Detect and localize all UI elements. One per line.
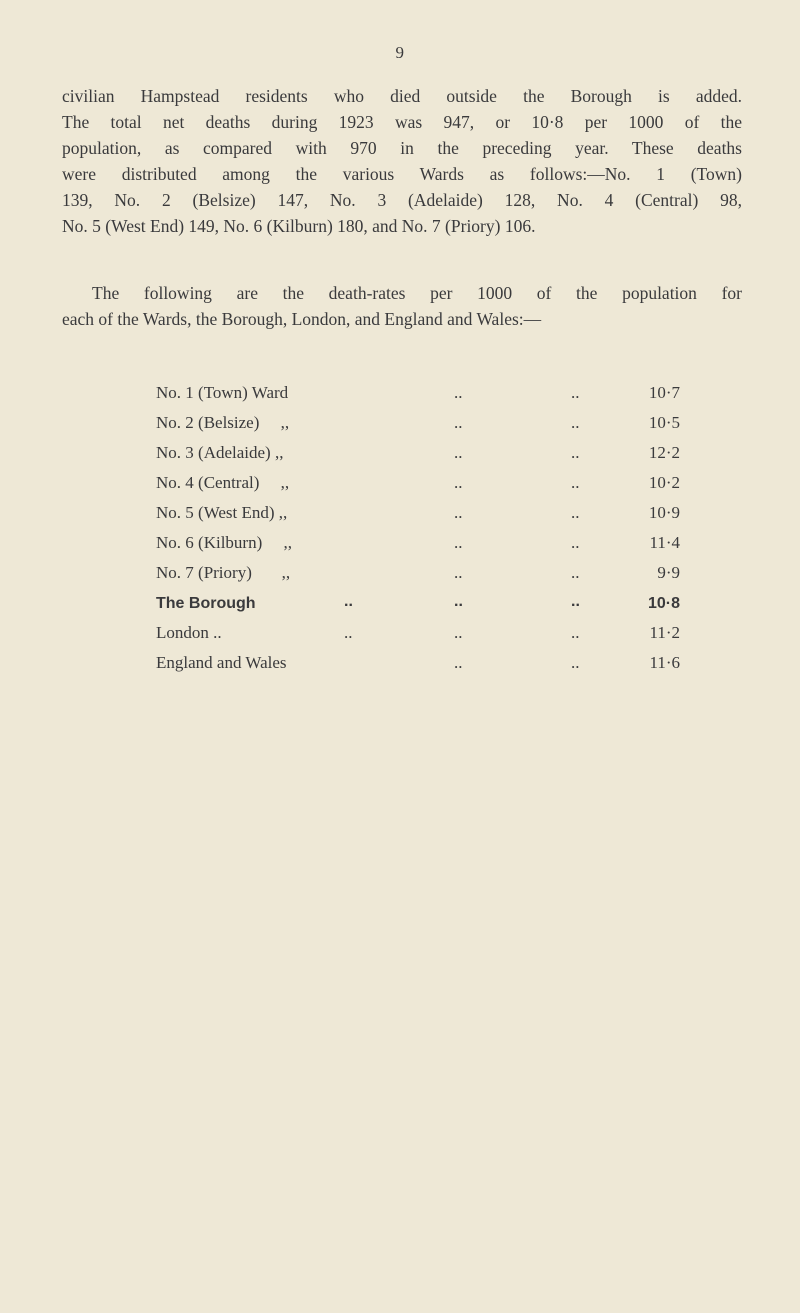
rate-label: No. 3 (Adelaide) ,, [156, 443, 284, 462]
dot-leader: .. [571, 623, 580, 642]
rate-value: 11·2 [649, 623, 680, 642]
rate-value: 10·7 [648, 383, 680, 402]
rate-value: 11·6 [649, 653, 680, 672]
dot-leader: .. [344, 593, 353, 610]
rate-value: 11·4 [649, 533, 680, 552]
paragraph-line: were distributed among the various Wards as follows:—No. 1 (Town) [62, 164, 742, 184]
rate-value: 10·8 [647, 595, 680, 612]
dot-leader: .. [454, 623, 463, 642]
paragraph-line: population, as compared with 970 in the preceding year. These deaths [62, 138, 742, 158]
paragraph-death-rates-intro [62, 280, 742, 332]
paragraph-line: The following are the death-rates per 1000 of the population for [92, 283, 742, 303]
dot-leader: .. [571, 503, 580, 522]
rate-row-borough [156, 593, 686, 623]
dot-leader: .. [454, 563, 463, 582]
rate-row-ward-2 [156, 413, 686, 443]
rate-value: 10·2 [648, 473, 680, 492]
dot-leader: .. [454, 653, 463, 672]
rate-row-ward-7 [156, 563, 686, 593]
rate-label: No. 4 (Central) ,, [156, 473, 290, 492]
death-rates-table [156, 383, 686, 683]
rate-value: 10·5 [648, 413, 680, 432]
paragraph-line: each of the Wards, the Borough, London, and England and Wales:— [62, 309, 542, 329]
rate-row-ward-5 [156, 503, 686, 533]
rate-label: London .. [156, 623, 222, 642]
rate-row-ward-1 [156, 383, 686, 413]
dot-leader: .. [571, 593, 580, 610]
dot-leader: .. [571, 443, 580, 462]
rate-label: No. 6 (Kilburn) ,, [156, 533, 292, 552]
dot-leader: .. [571, 653, 580, 672]
dot-leader: .. [454, 593, 463, 610]
dot-leader: .. [454, 383, 463, 402]
rate-label: England and Wales [156, 653, 287, 672]
dot-leader: .. [454, 473, 463, 492]
dot-leader: .. [344, 623, 353, 642]
rate-row-ward-6 [156, 533, 686, 563]
rate-label: No. 7 (Priory) ,, [156, 563, 291, 582]
paragraph-line: No. 5 (West End) 149, No. 6 (Kilburn) 180, and No. 7 (Priory) 106. [62, 216, 536, 236]
dot-leader: .. [454, 503, 463, 522]
rate-row-england-wales [156, 653, 686, 683]
paragraph-deaths-summary [62, 83, 742, 239]
rate-value: 10·9 [648, 503, 680, 522]
dot-leader: .. [454, 443, 463, 462]
rate-row-ward-3 [156, 443, 686, 473]
dot-leader: .. [571, 533, 580, 552]
page-number: 9 [395, 43, 405, 62]
rate-label: The Borough [156, 595, 256, 612]
dot-leader: .. [571, 473, 580, 492]
rate-row-ward-4 [156, 473, 686, 503]
rate-value: 9·9 [657, 563, 680, 582]
dot-leader: .. [571, 563, 580, 582]
rate-label: No. 2 (Belsize) ,, [156, 413, 290, 432]
paragraph-line: civilian Hampstead residents who died outside the Borough is added. [62, 86, 742, 106]
dot-leader: .. [454, 533, 463, 552]
paragraph-line: 139, No. 2 (Belsize) 147, No. 3 (Adelaide) 128, No. 4 (Central) 98, [62, 190, 742, 210]
rate-label: No. 1 (Town) Ward [156, 383, 289, 402]
rate-value: 12·2 [648, 443, 680, 462]
paragraph-line: The total net deaths during 1923 was 947, or 10·8 per 1000 of the [62, 112, 742, 132]
rate-label: No. 5 (West End) ,, [156, 503, 288, 522]
dot-leader: .. [571, 383, 580, 402]
rate-row-london [156, 623, 686, 653]
dot-leader: .. [571, 413, 580, 432]
dot-leader: .. [454, 413, 463, 432]
